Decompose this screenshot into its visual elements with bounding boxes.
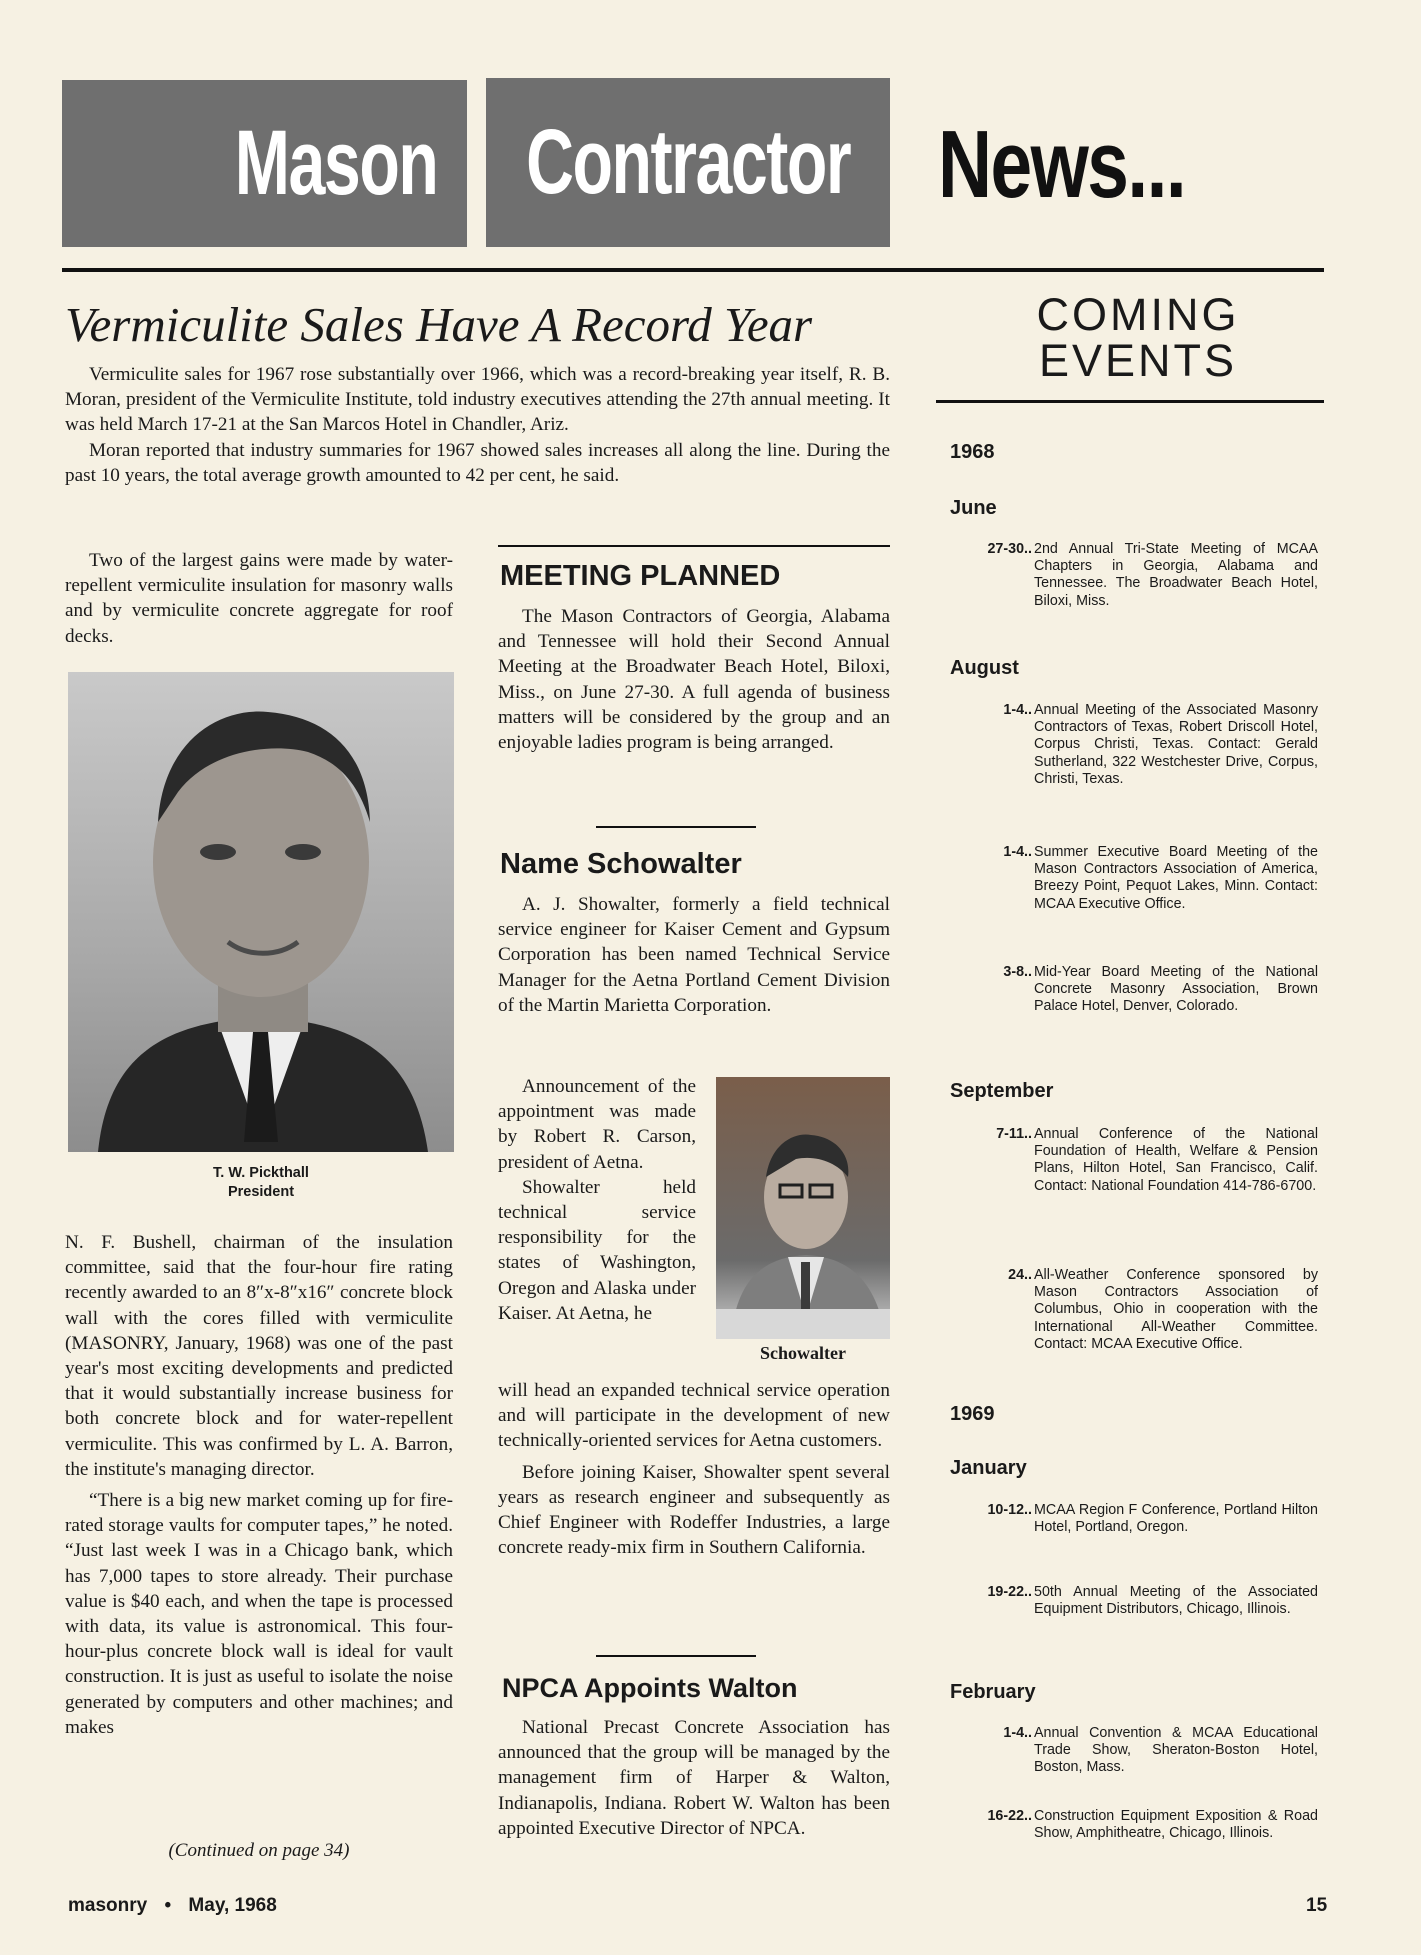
masthead-news: News... xyxy=(938,111,1186,218)
divider-2 xyxy=(596,1655,756,1657)
event-feb-2-text: Construction Equipment Exposition & Road Show, Amphitheatre, Chicago, Illinois. xyxy=(1034,1808,1318,1842)
event-aug-1-text: Annual Meeting of the Associated Masonry Contractors of Texas, Robert Driscoll Hotel, Corpus Christi, Texas. Contact: Gerald Sutherland, 322 Westchester Drive, Corpus, Christi, Texas. xyxy=(1034,702,1318,787)
event-sep-1-date: 7-11.. xyxy=(996,1126,1032,1142)
page-number: 15 xyxy=(1306,1895,1328,1916)
footer-left xyxy=(68,1895,277,1917)
events-month-january: January xyxy=(950,1457,1027,1479)
events-month-june: June xyxy=(950,497,997,519)
event-feb-1-text: Annual Convention & MCAA Educational Trade Show, Sheraton-Boston Hotel, Boston, Mass. xyxy=(1034,1725,1318,1776)
schowalter-caption: Schowalter xyxy=(760,1343,846,1363)
masthead-contractor-text: Contractor xyxy=(525,111,850,213)
footer-issue: May, 1968 xyxy=(188,1895,277,1916)
continued-note: (Continued on page 34) xyxy=(168,1840,350,1861)
events-month-august: August xyxy=(950,657,1019,679)
schowalter-heading: Name Schowalter xyxy=(500,848,742,880)
event-jan-2 xyxy=(948,1584,1318,1618)
event-aug-2-text: Summer Executive Board Meeting of the Mason Contractors Association of America, Breezy Point, Pequot Lakes, Minn. Contact: MCAA Executive Office. xyxy=(1034,844,1318,912)
events-month-february: February xyxy=(950,1681,1036,1703)
intro-paragraph-1: Vermiculite sales for 1967 rose substantially over 1966, which was a record-breaking year itself, R. B. Moran, president of the Vermiculite Institute, told industry executives attending the 27th annual meeting. It was held March 17-21 at the San Marcos Hotel in Chandler, Ariz. xyxy=(65,364,890,436)
schowalter-text-1 xyxy=(498,892,890,1024)
event-sep-2-text: All-Weather Conference sponsored by Mason Contractors Association of Columbus, Ohio in cooperation with the International All-Weather Committee. Contact: MCAA Executive Office. xyxy=(1034,1267,1318,1352)
coming-events-title-line-1: COMING xyxy=(1036,289,1240,340)
schowalter-portrait-graphic xyxy=(716,1077,890,1339)
schowalter-paragraph-3: Showalter held technical service responsibility for the states of Washington, Oregon and Alaska under Kaiser. At Aetna, he xyxy=(498,1176,696,1324)
schowalter-paragraph-3b: will head an expanded technical service operation and will participate in the development of new technically-oriented services for Aetna customers. xyxy=(498,1380,890,1452)
event-feb-2-date: 16-22.. xyxy=(987,1808,1032,1824)
npca-heading: NPCA Appoints Walton xyxy=(502,1673,798,1703)
events-month-september: September xyxy=(950,1080,1054,1102)
events-year-1969: 1969 xyxy=(950,1403,995,1425)
top-rule xyxy=(62,268,1324,272)
divider-1 xyxy=(596,826,756,828)
pickthall-photo xyxy=(68,672,454,1152)
event-feb-1-date: 1-4.. xyxy=(1003,1725,1032,1741)
coming-events-title-line-2: EVENTS xyxy=(1038,335,1238,386)
event-aug-3-text: Mid-Year Board Meeting of the National Concrete Masonry Association, Brown Palace Hotel, Denver, Colorado. xyxy=(1034,964,1318,1015)
event-jan-1 xyxy=(948,1502,1318,1536)
col1-body-paragraph-2: “There is a big new market coming up for fire-rated storage vaults for computer tapes,” he noted. “Just last week I was in a Chicago bank, which has 7,000 tapes to store already. Their purchase value is $40 each, and when the tape is processed with data, its value is astronomical. This four-hour-plus concrete block wall is ideal for vault construction. It is just as useful to isolate the noise generated by computers and other machines; and makes xyxy=(65,1490,453,1738)
event-jan-1-date: 10-12.. xyxy=(987,1502,1032,1518)
intro-text xyxy=(65,362,890,488)
column-2-top-rule xyxy=(498,545,890,547)
pickthall-caption-title: President xyxy=(227,1184,295,1200)
meeting-heading: MEETING PLANNED xyxy=(500,560,781,592)
page-title: Vermiculite Sales Have A Record Year xyxy=(65,297,813,352)
schowalter-paragraph-1: A. J. Showalter, formerly a field technical service engineer for Kaiser Cement and Gypsum Corporation has been named Technical Service Manager for the Aetna Portland Cement Division of the Martin Marietta Corporation. xyxy=(498,894,890,1016)
npca-text xyxy=(498,1715,890,1847)
npca-paragraph: National Precast Concrete Association has announced that the group will be managed by the management firm of Harper & Walton, Indianapolis, Indiana. Robert W. Walton has been appointed Executive Director of NPCA. xyxy=(498,1717,890,1839)
event-sep-1 xyxy=(948,1126,1318,1195)
event-aug-2-date: 1-4.. xyxy=(1003,844,1032,860)
coming-events-title xyxy=(938,289,1338,386)
meeting-paragraph: The Mason Contractors of Georgia, Alabama and Tennessee will hold their Second Annual Meeting at the Broadwater Beach Hotel, Biloxi, Miss., on June 27-30. A full agenda of business matters will be considered by the group and an enjoyable ladies program is being arranged. xyxy=(498,606,890,754)
footer-bullet: • xyxy=(164,1895,172,1916)
column-1-top xyxy=(65,548,453,655)
event-aug-1 xyxy=(948,702,1318,788)
event-june-1-text: 2nd Annual Tri-State Meeting of MCAA Chapters in Georgia, Alabama and Tennessee. The Broadwater Beach Hotel, Biloxi, Miss. xyxy=(1034,541,1318,609)
event-aug-1-date: 1-4.. xyxy=(1003,702,1032,718)
events-year-1968: 1968 xyxy=(950,441,995,463)
schowalter-text-3 xyxy=(498,1378,890,1566)
event-jan-2-text: 50th Annual Meeting of the Associated Equipment Distributors, Chicago, Illinois. xyxy=(1034,1584,1318,1618)
event-jan-1-text: MCAA Region F Conference, Portland Hilton Hotel, Portland, Oregon. xyxy=(1034,1502,1318,1536)
schowalter-photo xyxy=(716,1077,890,1339)
event-aug-3-date: 3-8.. xyxy=(1003,964,1032,980)
pickthall-caption-name: T. W. Pickthall xyxy=(213,1165,309,1181)
col1-body-paragraph-1: N. F. Bushell, chairman of the insulation committee, said that the four-hour fire rating recently awarded to an 8″x-8″x16″ concrete block wall with the cores filled with vermiculite (MASONRY, January, 1968) was one of the past year's most exciting developments and predicted that it would substantially increase business for both concrete block and for water-repellent vermiculite. This was confirmed by L. A. Barron, the institute's managing director. xyxy=(65,1232,453,1480)
schowalter-paragraph-4: Before joining Kaiser, Showalter spent several years as research engineer and subsequently as Chief Engineer with Rodeffer Industries, a large concrete ready-mix firm in Southern California. xyxy=(498,1461,890,1559)
event-june-1-date: 27-30.. xyxy=(987,541,1032,557)
event-jan-2-date: 19-22.. xyxy=(987,1584,1032,1600)
event-sep-1-text: Annual Conference of the National Foundation of Health, Welfare & Pension Plans, Hilton Hotel, San Francisco, Calif. Contact: National Foundation 414-786-6700. xyxy=(1034,1126,1318,1194)
masthead-mason xyxy=(62,80,467,247)
intro-paragraph-2: Moran reported that industry summaries for 1967 showed sales increases all along the line. During the past 10 years, the total average growth amounted to 42 per cent, he said. xyxy=(65,439,890,486)
schowalter-paragraph-2: Announcement of the appointment was made by Robert R. Carson, president of Aetna. xyxy=(498,1076,696,1173)
masthead-mason-text: Mason xyxy=(234,112,437,214)
pickthall-caption xyxy=(68,1164,454,1202)
event-aug-2 xyxy=(948,844,1318,913)
event-sep-2-date: 24.. xyxy=(1008,1267,1032,1283)
event-june-1 xyxy=(948,541,1318,610)
event-aug-3 xyxy=(948,964,1318,1016)
footer-magazine: masonry xyxy=(68,1895,148,1916)
event-feb-2 xyxy=(948,1808,1318,1842)
meeting-text xyxy=(498,604,890,761)
masthead-contractor xyxy=(486,78,890,247)
event-feb-1 xyxy=(948,1725,1318,1777)
schowalter-text-2 xyxy=(498,1074,696,1332)
col1-top-paragraph: Two of the largest gains were made by water-repellent vermiculite insulation for masonry walls and by vermiculite concrete aggregate for roof decks. xyxy=(65,550,453,647)
event-sep-2 xyxy=(948,1267,1318,1353)
column-1-body xyxy=(65,1230,453,1746)
pickthall-portrait-graphic xyxy=(68,672,454,1152)
events-rule xyxy=(936,400,1324,403)
